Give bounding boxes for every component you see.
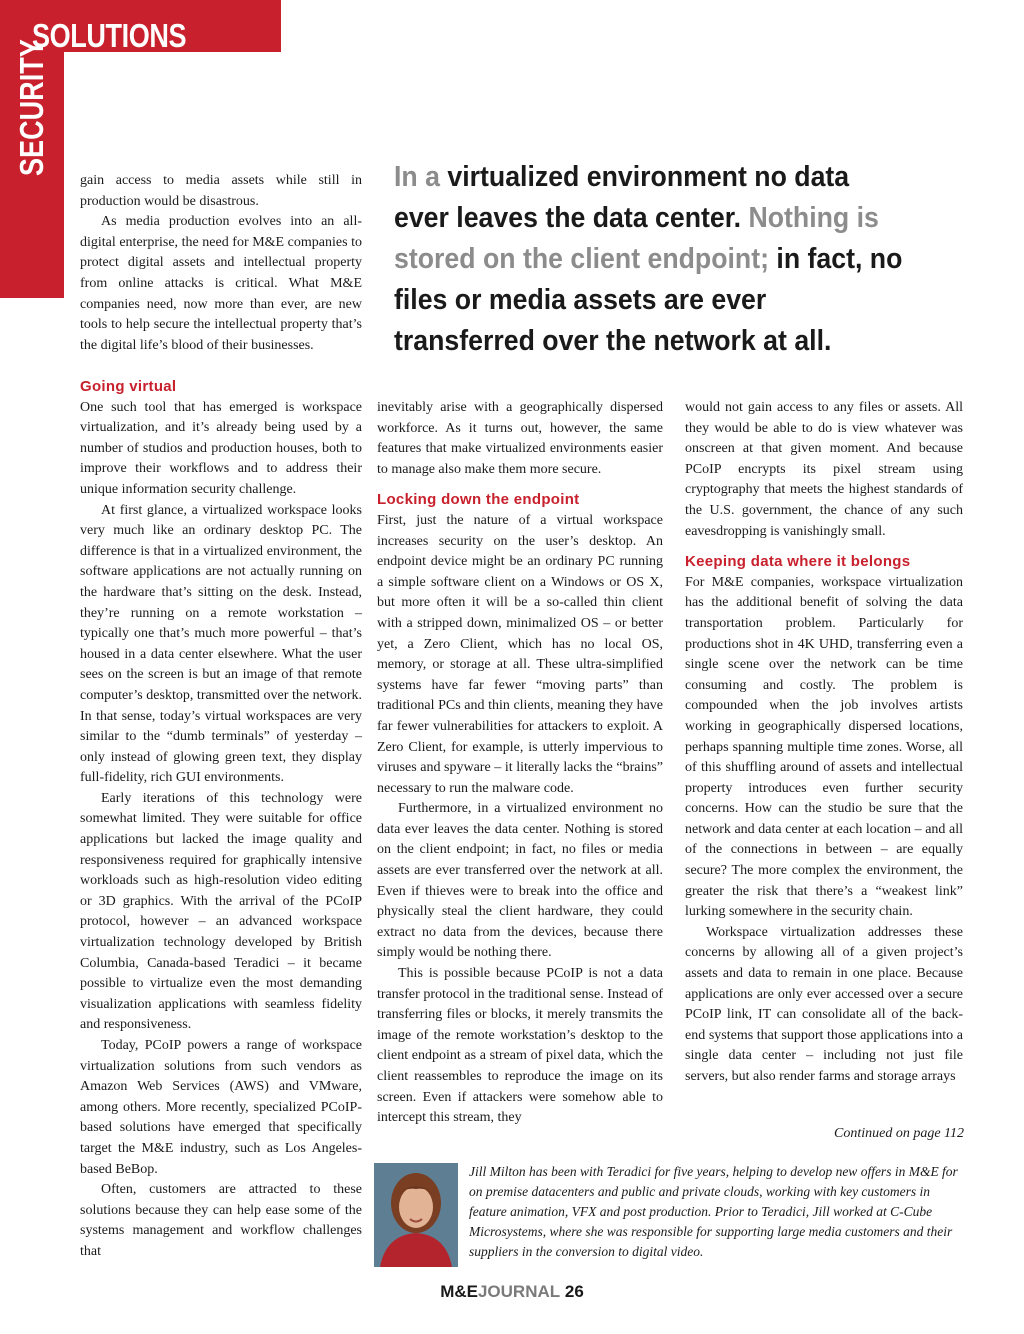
continued-note: Continued on page 112: [833, 1126, 964, 1141]
intro-paragraph-2: As media production evolves into an all-digital enterprise, the need for M&E companies to protect digital assets and intellectual property from online attacks is critical. What M&E companies need, now more than ever, are new tools to help secure the intellectual property that’s the digital life’s blood of their businesses.: [80, 214, 362, 353]
col3-paragraph-2: Workspace virtualization addresses these concerns by allowing all of a given project’s assets and data to remain in one place. Because applications are only ever accessed over a secure PCoIP link, IT can consolidate all of the back-end systems that support those applications into a single data center – including not just file servers, but also render farms and storage arrays: [685, 924, 963, 1084]
footer: [0, 1282, 1024, 1302]
pull-quote-part-2: Nothing is stored on the client endpoint;: [394, 202, 879, 275]
footer-journal: JOURNAL: [477, 1282, 561, 1301]
col1-paragraph-4: Today, PCoIP powers a range of workspace virtualization solutions from such vendors as Amazon Web Services (AWS) and VMware, among others. More recently, specialized PCoIP-based solutions have emerged that specifically target the M&E industry, such as Los Angeles-based BeBop.: [80, 1038, 362, 1177]
col2-paragraph-1: First, just the nature of a virtual workspace increases security on the user’s desktop. An endpoint device might be an ordinary PC running a simple software client on a Windows or OS X, but more often it will be a so-called thin client with a stripped down, minimalized OS – or better yet, a Zero Client, which has no local OS, memory, or storage at all. These ultra-simplified systems have far fewer “moving parts” than traditional PCs and thin clients, meaning they have far fewer vulnerabilities for attackers to exploit. A Zero Client, for example, is utterly impervious to viruses and spyware – it literally lacks the “brains” necessary to run the malware code.: [377, 512, 663, 796]
pull-quote-lead: In a: [394, 161, 440, 193]
col2-paragraph-2: Furthermore, in a virtualized environment no data ever leaves the data center. Nothing is stored on the client endpoint; in fact, no files or media assets are ever transferred over the network at all. Even if thieves were to break into the office and physically steal the client hardware, they could extract no data from the devices, because there simply would be nothing there.: [377, 801, 663, 961]
col3-paragraph-0: would not gain access to any files or assets. All they would be able to do is view whatever was onscreen at that given moment. And because PCoIP encrypts its pixel stream using cryptography that meets the highest standards of the U.S. government, the chance of any such eavesdropping is vanishingly small.: [685, 400, 963, 539]
col2-paragraph-3: This is possible because PCoIP is not a data transfer protocol in the traditional sense. Instead of transferring files or blocks, it merely transmits the image of the remote workstation’s desktop to the client endpoint as a stream of pixel data, which the client reassembles to reproduce the image on its screen. Even if attackers were somehow able to intercept this stream, they: [377, 966, 663, 1126]
category-label: SECURITY: [13, 39, 50, 177]
column-2: [377, 398, 663, 1129]
heading-locking-down: Locking down the endpoint: [377, 491, 580, 509]
pull-quote-part-3: in fact, no files or media assets are ever transferred over the network at all.: [394, 243, 903, 357]
heading-going-virtual: Going virtual: [80, 378, 177, 395]
intro-column: [80, 171, 362, 356]
pull-quote-part-1: virtualized environment no data ever leaves the data center.: [394, 161, 850, 234]
author-photo: [374, 1163, 458, 1267]
intro-paragraph-1: gain access to media assets while still in production would be disastrous.: [80, 173, 362, 209]
col1-paragraph-2: At first glance, a virtualized workspace looks very much like an ordinary desktop PC. The difference is that in a virtualized environment, the software applications are not actually running on the hardware that’s sitting on the desk. Instead, they’re running on a remote workstation – typically one that’s much more powerful – that’s housed in a data center elsewhere. What the user sees on the screen is but an image of that remote computer’s desktop, transmitted over the network. In that sense, today’s virtual workspaces are very similar to the “dumb terminals” of yesterday – only instead of glowing green text, they display full-fidelity, rich GUI environments.: [80, 502, 362, 786]
col1-paragraph-1: One such tool that has emerged is workspace virtualization, and it’s already being used by a number of studios and production houses, both to improve their workflows and to address their unique information security challenge.: [80, 399, 362, 497]
section-title: SOLUTIONS: [32, 17, 187, 54]
author-bio: Jill Milton has been with Teradici for five years, helping to develop new offers in M&E for on premise datacenters and public and private clouds, working with key customers in feature animation, VFX and post production. Prior to Teradici, Jill worked at C-Cube Microsystems, where she was responsible for supporting large media customers and their suppliers in the conversion to digital video.: [469, 1164, 958, 1259]
pull-quote: [394, 157, 909, 362]
author-portrait-icon: [374, 1163, 458, 1267]
footer-brand: M&E: [440, 1282, 478, 1301]
column-1: [80, 377, 362, 1263]
page-number: 26: [564, 1282, 584, 1301]
col3-paragraph-1: For M&E companies, workspace virtualization has the additional benefit of solving the data transportation problem. Particularly for productions shot in 4K UHD, transferring even a single scene over the network can be time consuming and costly. The problem is compounded when the job involves artists working in geographically dispersed locations, perhaps spanning multiple time zones. Worse, all of this shuffling around of assets and intellectual property introduces even further security concerns. How can the studio be sure that the network and data center at each location – and all of the connections in between – are equally secure? The more complex the environment, the greater the risk that there’s a “weakest link” lurking somewhere in the security chain.: [685, 574, 963, 920]
column-3: [685, 398, 963, 1088]
col1-paragraph-5: Often, customers are attracted to these solutions because they can help ease some of the systems management and workflow challenges that: [80, 1182, 362, 1259]
col2-paragraph-0: inevitably arise with a geographically dispersed workforce. As it turns out, however, the same features that make virtualized environments easier to manage also make them more secure.: [377, 400, 663, 477]
heading-keeping-data: Keeping data where it belongs: [685, 553, 911, 571]
col1-paragraph-3: Early iterations of this technology were somewhat limited. They were suitable for office applications but lacked the image quality and responsiveness required for graphically intensive workloads such as high-resolution video editing or 3D graphics. With the arrival of the PCoIP protocol, however – an advanced workspace virtualization technology developed by British Columbia, Canada-based Teradici – it became possible to virtualize even the most demanding visualization applications with seamless fidelity and responsiveness.: [80, 790, 362, 1033]
